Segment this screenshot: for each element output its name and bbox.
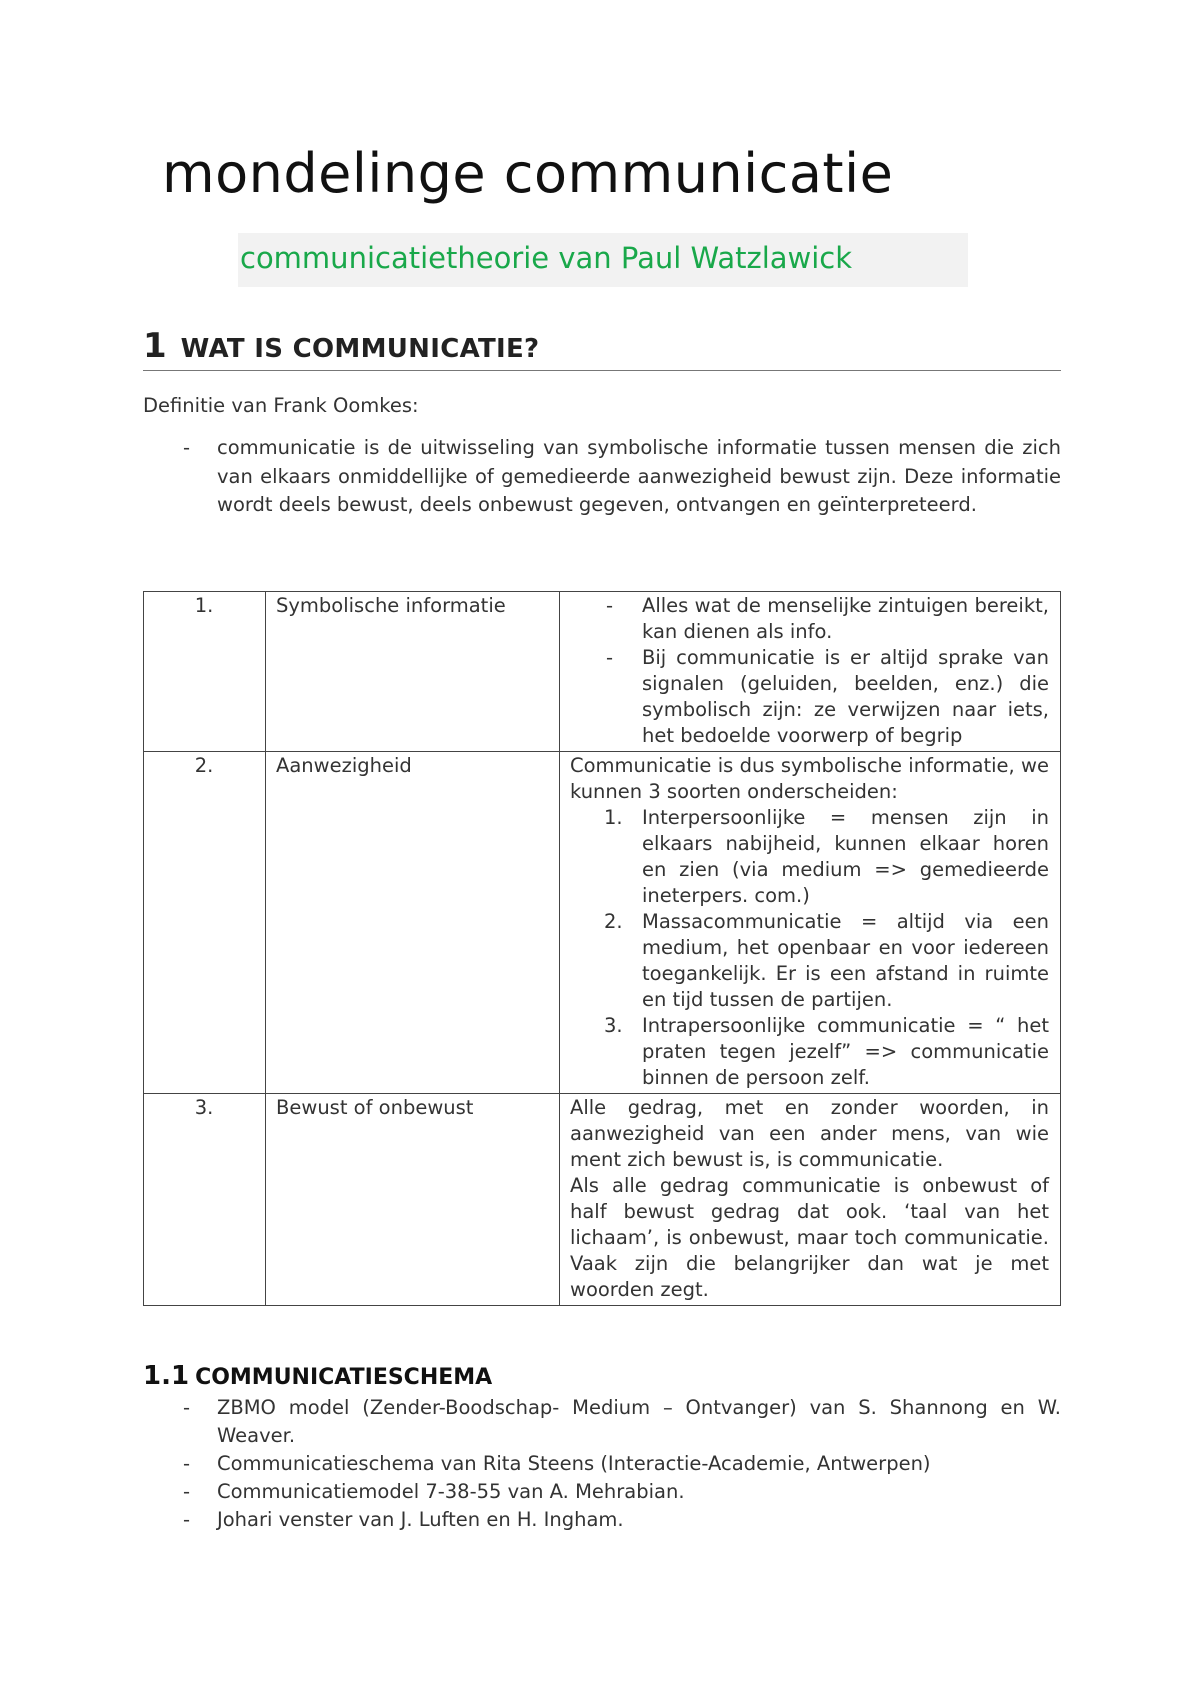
row-number: 2.	[144, 752, 266, 1094]
row-description	[560, 592, 1061, 752]
row-term: Symbolische informatie	[266, 592, 560, 752]
section-number: 1	[143, 326, 167, 366]
row-number: 1.	[144, 592, 266, 752]
list-dash: -	[183, 436, 191, 459]
list-dash: -	[183, 1396, 191, 1419]
list-item: 2. Massacommunicatie = altijd via een medium, het openbaar en voor iedereen toegankelijk. Er is een afstand in ruimte en tijd tussen de partijen.	[604, 910, 1049, 1011]
list-dash: -	[183, 1480, 191, 1503]
list-item: - Communicatieschema van Rita Steens (Interactie-Academie, Antwerpen)	[143, 1450, 1061, 1478]
definition-list	[143, 434, 1061, 520]
definition-intro: Definitie van Frank Oomkes:	[143, 394, 419, 417]
schema-list	[143, 1394, 1061, 1534]
table-row	[144, 592, 1061, 752]
list-dash: -	[606, 646, 614, 669]
row-paragraph: Als alle gedrag communicatie is onbewust of half bewust gedrag dat ook. ‘taal van het lichaam’, is onbewust, maar toch communicatie. Vaak zijn die belangrijker dan wat je met woorden zegt.	[570, 1174, 1049, 1301]
list-item: - ZBMO model (Zender-Boodschap- Medium – Ontvanger) van S. Shannong en W. Weaver.	[183, 1396, 1061, 1447]
row-description	[560, 752, 1061, 1094]
row-term: Aanwezigheid	[266, 752, 560, 1094]
subtitle-box	[238, 233, 968, 287]
item-number: 3.	[604, 1014, 623, 1037]
list-dash: -	[183, 1508, 191, 1531]
row-number: 3.	[144, 1094, 266, 1306]
row-lead-text: Communicatie is dus symbolische informatie, we kunnen 3 soorten onderscheiden:	[570, 754, 1049, 803]
item-number: 2.	[604, 910, 623, 933]
concept-table	[143, 591, 1061, 1306]
definition-item	[143, 434, 1061, 520]
item-number: 1.	[604, 806, 623, 829]
row-paragraph: Alle gedrag, met en zonder woorden, in aanwezigheid van een ander mens, van wie ment zich bewust is, is communicatie.	[570, 1096, 1049, 1171]
list-dash: -	[183, 1452, 191, 1475]
table-row	[144, 1094, 1061, 1306]
section-heading-1	[143, 326, 1061, 371]
row-term: Bewust of onbewust	[266, 1094, 560, 1306]
section-title: WAT IS COMMUNICATIE?	[180, 334, 540, 364]
list-item: - Communicatiemodel 7-38-55 van A. Mehrabian.	[143, 1478, 1061, 1506]
list-item: 3. Intrapersoonlijke communicatie = “ het praten tegen jezelf” => communicatie binnen de persoon zelf.	[604, 1014, 1049, 1089]
list-item: - Johari venster van J. Luften en H. Ingham.	[143, 1506, 1061, 1534]
row-description	[560, 1094, 1061, 1306]
section-title: COMMUNICATIESCHEMA	[195, 1365, 493, 1390]
page-title: mondelinge communicatie	[162, 142, 894, 205]
list-item: - Bij communicatie is er altijd sprake van signalen (geluiden, beelden, enz.) die symbolisch zijn: ze verwijzen naar iets, het bedoelde voorwerp of begrip	[606, 646, 1049, 747]
subtitle: communicatietheorie van Paul Watzlawick	[240, 241, 853, 275]
table-row	[144, 752, 1061, 1094]
section-heading-1-1	[143, 1361, 492, 1391]
list-item: - Alles wat de menselijke zintuigen bereikt, kan dienen als info.	[606, 594, 1049, 643]
definition-text: communicatie is de uitwisseling van symbolische informatie tussen mensen die zich van elkaars onmiddellijke of gemedieerde aanwezigheid bewust zijn. Deze informatie wordt deels bewust, deels onbewust gegeven, ontvangen en geïnterpreteerd.	[217, 436, 1061, 516]
section-number: 1.1	[143, 1361, 190, 1391]
list-item: 1. Interpersoonlijke = mensen zijn in elkaars nabijheid, kunnen elkaar horen en zien (via medium => gemedieerde ineterpers. com.)	[604, 806, 1049, 907]
list-dash: -	[606, 594, 614, 617]
